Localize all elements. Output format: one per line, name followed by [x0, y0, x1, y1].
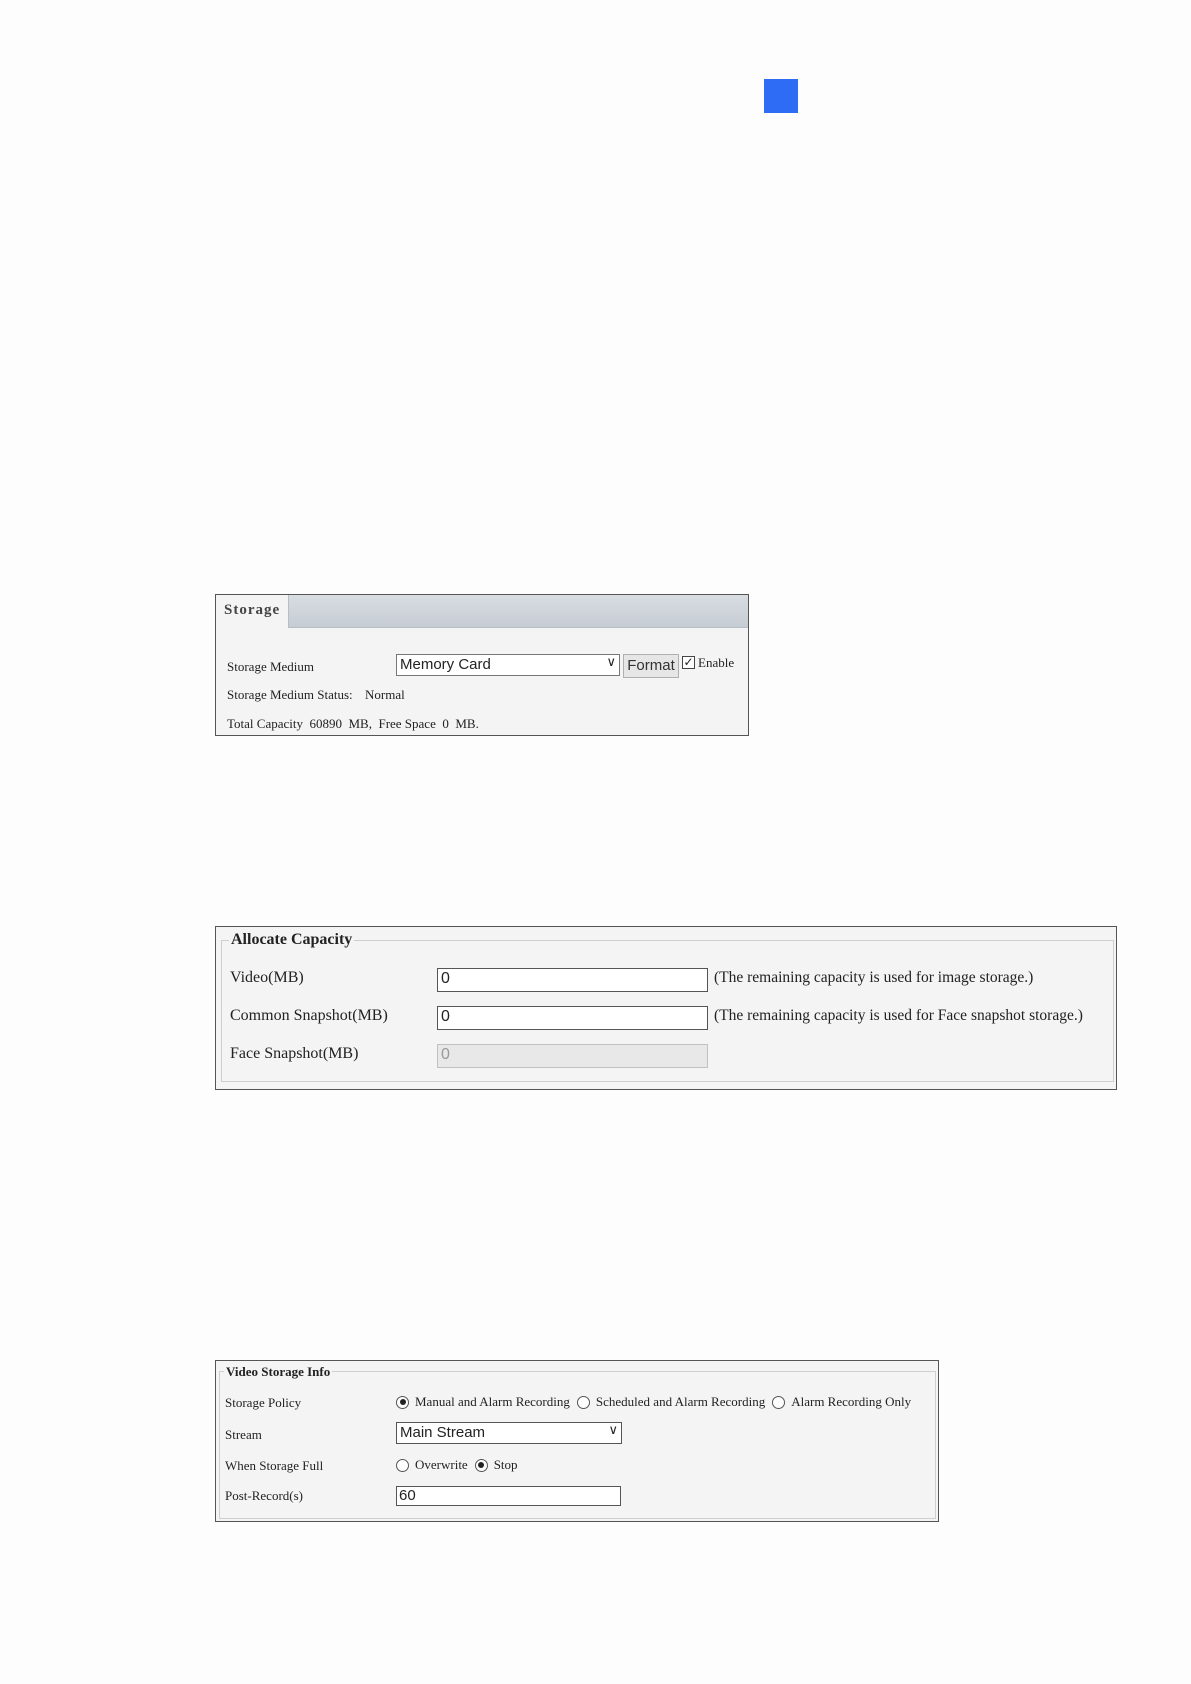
stop-radio[interactable]	[475, 1459, 488, 1472]
page-tab-marker	[764, 79, 798, 113]
policy-manual-radio[interactable]	[396, 1396, 409, 1409]
storage-status-label: Storage Medium Status:	[227, 687, 353, 702]
common-snapshot-hint: (The remaining capacity is used for Face snapshot storage.)	[714, 1007, 1083, 1024]
post-record-input[interactable]: 60	[396, 1486, 621, 1506]
chevron-down-icon: ∨	[608, 1423, 618, 1438]
enable-label: Enable	[698, 655, 735, 670]
video-storage-info-panel	[215, 1360, 939, 1522]
policy-alarm-only-radio[interactable]	[772, 1396, 785, 1409]
storage-medium-value: Memory Card	[400, 656, 491, 673]
video-mb-label: Video(MB)	[230, 969, 304, 986]
stop-label: Stop	[493, 1457, 518, 1472]
policy-scheduled-label: Scheduled and Alarm Recording	[595, 1394, 766, 1409]
storage-policy-group	[396, 1394, 911, 1410]
face-snapshot-input: 0	[437, 1044, 708, 1068]
stream-value: Main Stream	[400, 1424, 486, 1441]
total-capacity-text: Total Capacity 60890 MB, Free Space 0 MB.	[227, 716, 479, 731]
when-storage-full-label: When Storage Full	[225, 1458, 324, 1473]
tab-storage[interactable]: Storage	[216, 595, 289, 628]
overwrite-label: Overwrite	[415, 1457, 468, 1472]
policy-alarm-only-label: Alarm Recording Only	[791, 1394, 912, 1409]
storage-panel	[215, 594, 749, 736]
storage-medium-select[interactable]	[396, 654, 620, 676]
chevron-down-icon: ∨	[606, 655, 616, 670]
common-snapshot-input[interactable]: 0	[437, 1006, 708, 1030]
video-mb-hint: (The remaining capacity is used for image storage.)	[714, 969, 1034, 986]
allocate-capacity-panel	[215, 926, 1117, 1090]
video-mb-input[interactable]: 0	[437, 968, 708, 992]
enable-checkbox[interactable]	[682, 656, 695, 669]
storage-medium-label: Storage Medium	[227, 659, 315, 674]
overwrite-radio[interactable]	[396, 1459, 409, 1472]
stream-select[interactable]	[396, 1422, 622, 1444]
format-button[interactable]: Format	[623, 654, 679, 678]
storage-tab-bar	[216, 595, 748, 628]
stream-label: Stream	[225, 1427, 262, 1442]
video-storage-info-title: Video Storage Info	[226, 1364, 331, 1379]
allocate-capacity-title: Allocate Capacity	[231, 931, 353, 948]
policy-scheduled-radio[interactable]	[577, 1396, 590, 1409]
storage-status-value: Normal	[365, 687, 405, 702]
face-snapshot-label: Face Snapshot(MB)	[230, 1045, 359, 1062]
common-snapshot-label: Common Snapshot(MB)	[230, 1007, 388, 1024]
policy-manual-label: Manual and Alarm Recording	[415, 1394, 570, 1409]
post-record-label: Post-Record(s)	[225, 1488, 303, 1503]
storage-full-group	[396, 1457, 518, 1473]
checkmark-icon: ✓	[683, 655, 694, 669]
storage-policy-label: Storage Policy	[225, 1395, 302, 1410]
